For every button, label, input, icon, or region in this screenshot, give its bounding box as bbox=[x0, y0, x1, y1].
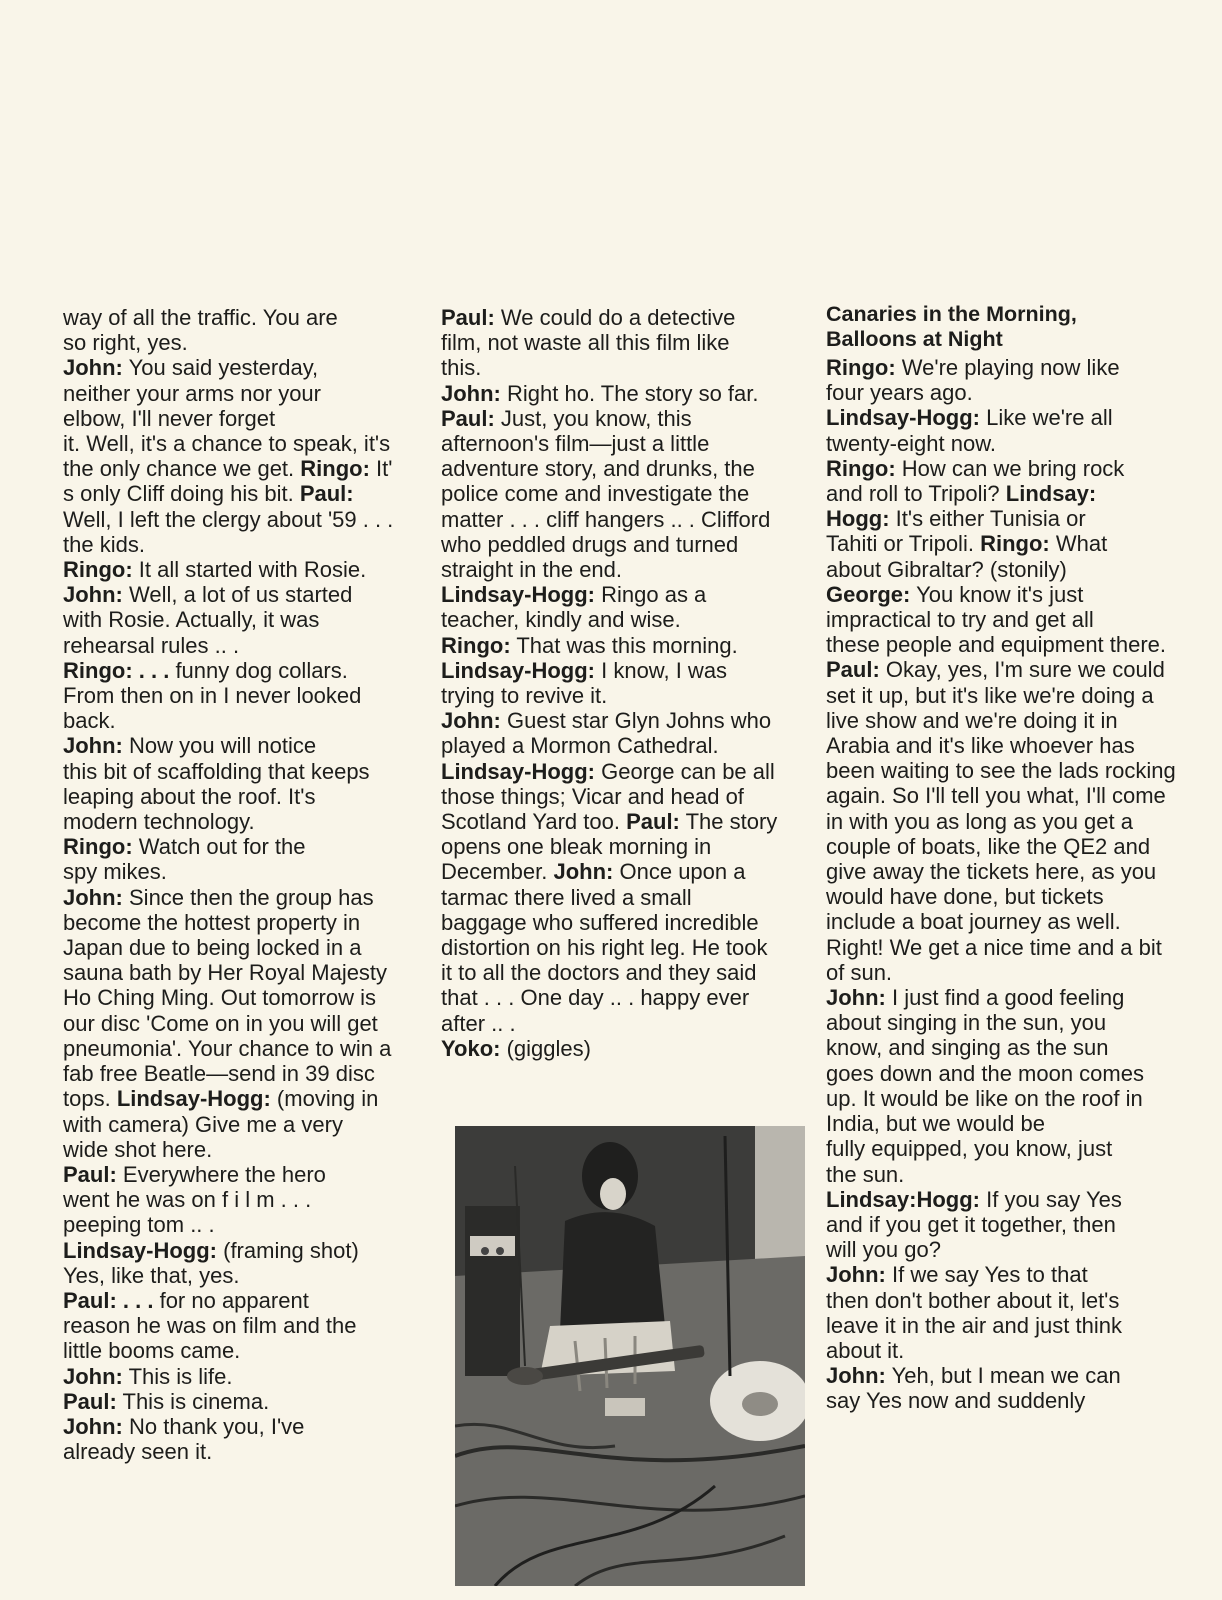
column-3-line bbox=[826, 935, 1216, 960]
dialogue-text: fab free Beatle—send in 39 disc bbox=[63, 1061, 375, 1087]
column-1-line bbox=[63, 733, 423, 758]
column-1-line bbox=[63, 658, 423, 683]
dialogue-text: Watch out for the bbox=[132, 834, 306, 860]
dialogue-text: played a Mormon Cathedral. bbox=[441, 733, 719, 759]
dialogue-text: distortion on his right leg. He took bbox=[441, 935, 768, 961]
dialogue-text: set it up, but it's like we're doing a bbox=[826, 682, 1154, 708]
column-1-line bbox=[63, 1263, 423, 1288]
column-2-line bbox=[441, 960, 811, 985]
dialogue-text: wide shot here. bbox=[63, 1136, 213, 1162]
dialogue-text: Okay, yes, I'm sure we could bbox=[879, 657, 1165, 683]
dialogue-text: It all started with Rosie. bbox=[132, 557, 367, 583]
dialogue-text: become the hottest property in bbox=[63, 909, 361, 935]
dialogue-text: will you go? bbox=[826, 1237, 941, 1263]
dialogue-text: matter . . . cliff hangers .. . Clifford bbox=[441, 506, 771, 532]
dialogue-text: so right, yes. bbox=[63, 330, 188, 356]
dialogue-text: reason he was on film and the bbox=[63, 1313, 357, 1339]
column-2-line bbox=[441, 809, 811, 834]
dialogue-text: tarmac there lived a small bbox=[441, 884, 692, 910]
dialogue-text: neither your arms nor your bbox=[63, 380, 321, 406]
dialogue-text: goes down and the moon comes bbox=[826, 1060, 1144, 1086]
speaker-name: Ringo: bbox=[300, 456, 370, 482]
column-3-line bbox=[826, 733, 1216, 758]
column-1-line bbox=[63, 1061, 423, 1086]
column-1-line bbox=[63, 305, 423, 330]
column-1-line bbox=[63, 935, 423, 960]
dialogue-text: say Yes now and suddenly bbox=[826, 1388, 1086, 1414]
dialogue-text: sauna bath by Her Royal Majesty bbox=[63, 960, 388, 986]
column-3-line bbox=[826, 1262, 1216, 1287]
dialogue-text: Tahiti or Tripoli. bbox=[826, 531, 981, 557]
dialogue-text: trying to revive it. bbox=[441, 683, 608, 709]
dialogue-text: This is life. bbox=[122, 1363, 233, 1389]
dialogue-text: We could do a detective bbox=[494, 305, 736, 330]
column-1-line bbox=[63, 960, 423, 985]
dialogue-text: that . . . One day .. . happy ever bbox=[441, 985, 750, 1011]
dialogue-text: four years ago. bbox=[826, 380, 973, 406]
dialogue-text: been waiting to see the lads rocking bbox=[826, 758, 1176, 784]
dialogue-text: police come and investigate the bbox=[441, 481, 750, 507]
column-2-line bbox=[441, 607, 811, 632]
column-2-line bbox=[441, 784, 811, 809]
dialogue-text: include a boat journey as well. bbox=[826, 909, 1121, 935]
column-3-line bbox=[826, 531, 1216, 556]
column-3-line bbox=[826, 909, 1216, 934]
dialogue-text: little booms came. bbox=[63, 1338, 241, 1364]
dialogue-text: Guest star Glyn Johns who bbox=[500, 708, 772, 734]
speaker-name: George: bbox=[826, 581, 911, 607]
speaker-name: John: bbox=[63, 1413, 123, 1439]
column-2-line bbox=[441, 456, 811, 481]
column-1-line bbox=[63, 708, 423, 733]
speaker-name: Hogg: bbox=[826, 506, 890, 532]
section-heading-line-1: Canaries in the Morning, bbox=[826, 302, 1077, 326]
speaker-name: Paul: bbox=[826, 657, 880, 683]
dialogue-text: If we say Yes to that bbox=[885, 1262, 1088, 1288]
column-1-line bbox=[63, 1414, 423, 1439]
column-1-line bbox=[63, 330, 423, 355]
dialogue-text: Since then the group has bbox=[122, 884, 374, 910]
dialogue-text: (framing shot) bbox=[217, 1237, 359, 1263]
dialogue-text: the only chance we get. bbox=[63, 456, 301, 482]
column-3-line bbox=[826, 1086, 1216, 1111]
dialogue-text: George can be all bbox=[595, 758, 775, 784]
column-1-line bbox=[63, 456, 423, 481]
dialogue-text: elbow, I'll never forget bbox=[63, 405, 276, 431]
column-2-line bbox=[441, 1036, 811, 1061]
column-1-line bbox=[63, 557, 423, 582]
column-3-line bbox=[826, 380, 1216, 405]
speaker-name: Lindsay:Hogg: bbox=[826, 1186, 980, 1212]
dialogue-text: afternoon's film—just a little bbox=[441, 431, 710, 457]
column-1-line bbox=[63, 406, 423, 431]
dialogue-text: funny dog collars. bbox=[169, 657, 348, 683]
column-2-line bbox=[441, 330, 811, 355]
speaker-name: John: bbox=[441, 380, 501, 406]
dialogue-text: spy mikes. bbox=[63, 859, 167, 885]
dialogue-text: Yeh, but I mean we can bbox=[885, 1363, 1121, 1389]
dialogue-text: and roll to Tripoli? bbox=[826, 481, 1006, 507]
dialogue-text: about Gibraltar? (stonily) bbox=[826, 556, 1067, 582]
column-2-line bbox=[441, 885, 811, 910]
column-2-line bbox=[441, 381, 811, 406]
column-3-line bbox=[826, 582, 1216, 607]
dialogue-text: impractical to try and get all bbox=[826, 607, 1094, 633]
dialogue-text: Once upon a bbox=[613, 859, 746, 885]
dialogue-text: this bit of scaffolding that keeps bbox=[63, 758, 370, 784]
dialogue-text: who peddled drugs and turned bbox=[441, 531, 739, 557]
column-3-line bbox=[826, 758, 1216, 783]
column-2-line bbox=[441, 935, 811, 960]
speaker-name: John: bbox=[826, 985, 886, 1011]
column-2-line bbox=[441, 708, 811, 733]
column-3-line bbox=[826, 884, 1216, 909]
dialogue-text: India, but we would be bbox=[826, 1111, 1045, 1137]
dialogue-text: it to all the doctors and they said bbox=[441, 960, 757, 986]
dialogue-text: You know it's just bbox=[910, 581, 1084, 607]
dialogue-text: and if you get it together, then bbox=[826, 1211, 1116, 1237]
dialogue-text: live show and we're doing it in bbox=[826, 707, 1118, 733]
dialogue-text: way of all the traffic. You are bbox=[63, 305, 338, 330]
dialogue-text: From then on in I never looked bbox=[63, 683, 362, 709]
speaker-name: Paul: bbox=[299, 481, 354, 507]
dialogue-text: twenty-eight now. bbox=[826, 430, 996, 456]
speaker-name: Paul: bbox=[626, 809, 680, 835]
column-3-line bbox=[826, 1212, 1216, 1237]
dialogue-text: Yes, like that, yes. bbox=[63, 1262, 240, 1288]
column-3-line bbox=[826, 708, 1216, 733]
column-1-line bbox=[63, 910, 423, 935]
dialogue-text: fully equipped, you know, just bbox=[826, 1136, 1113, 1162]
dialogue-text: in with you as long as you get a bbox=[826, 808, 1133, 834]
photo-musician-seated-with-guitar bbox=[455, 1126, 805, 1586]
dialogue-text: No thank you, I've bbox=[122, 1413, 305, 1439]
speaker-name: Lindsay-Hogg: bbox=[826, 405, 980, 431]
column-1-line bbox=[63, 859, 423, 884]
column-2-line bbox=[441, 507, 811, 532]
column-1-line bbox=[63, 1364, 423, 1389]
dialogue-text: couple of boats, like the QE2 and bbox=[826, 833, 1151, 859]
dialogue-text: It' bbox=[369, 456, 393, 482]
column-1-line bbox=[63, 1086, 423, 1111]
dialogue-text: straight in the end. bbox=[441, 557, 623, 583]
column-1-line bbox=[63, 355, 423, 380]
column-1-line bbox=[63, 532, 423, 557]
column-3-line bbox=[826, 632, 1216, 657]
speaker-name: Paul: . . . bbox=[63, 1287, 154, 1313]
column-3-line bbox=[826, 1187, 1216, 1212]
column-3-line bbox=[826, 783, 1216, 808]
column-3-line bbox=[826, 1136, 1216, 1161]
speaker-name: John: bbox=[826, 1363, 886, 1389]
speaker-name: Lindsay: bbox=[1005, 481, 1097, 507]
dialogue-text: the sun. bbox=[826, 1161, 905, 1187]
dialogue-text: opens one bleak morning in bbox=[441, 834, 712, 860]
column-2-line bbox=[441, 532, 811, 557]
column-3-line bbox=[826, 456, 1216, 481]
column-3-line bbox=[826, 355, 1216, 380]
dialogue-text: this. bbox=[441, 355, 482, 381]
dialogue-text: You said yesterday, bbox=[122, 355, 319, 381]
column-1-line bbox=[63, 784, 423, 809]
section-heading-line-2: Balloons at Night bbox=[826, 327, 1003, 351]
dialogue-text: (giggles) bbox=[500, 1035, 591, 1061]
dialogue-text: up. It would be like on the roof in bbox=[826, 1085, 1143, 1111]
dialogue-text: I just find a good feeling bbox=[885, 985, 1125, 1011]
dialogue-text: How can we bring rock bbox=[895, 455, 1125, 481]
column-3-line bbox=[826, 431, 1216, 456]
speaker-name: Ringo: . . . bbox=[63, 657, 170, 683]
column-2-line bbox=[441, 355, 811, 380]
dialogue-text: for no apparent bbox=[153, 1287, 309, 1313]
column-3-line bbox=[826, 834, 1216, 859]
dialogue-text: Well, I left the clergy about '59 . . . bbox=[63, 506, 394, 532]
dialogue-text: it. Well, it's a chance to speak, it's bbox=[63, 431, 391, 457]
column-1-line bbox=[63, 809, 423, 834]
column-1-line bbox=[63, 381, 423, 406]
dialogue-text: That was this morning. bbox=[510, 632, 738, 658]
dialogue-text: Now you will notice bbox=[122, 733, 317, 759]
column-3-line bbox=[826, 859, 1216, 884]
dialogue-text: It's either Tunisia or bbox=[889, 506, 1086, 532]
column-1-line bbox=[63, 1036, 423, 1061]
column-1-line bbox=[63, 1313, 423, 1338]
dialogue-text: of sun. bbox=[826, 959, 893, 985]
dialogue-text: the kids. bbox=[63, 531, 145, 557]
speaker-name: Ringo: bbox=[63, 557, 133, 583]
column-1-line bbox=[63, 607, 423, 632]
column-1-line bbox=[63, 985, 423, 1010]
dialogue-text: know, and singing as the sun bbox=[826, 1035, 1109, 1061]
speaker-name: John: bbox=[63, 582, 123, 608]
speaker-name: Paul: bbox=[441, 405, 495, 431]
column-1-line bbox=[63, 1137, 423, 1162]
column-3-line bbox=[826, 506, 1216, 531]
column-1-line bbox=[63, 507, 423, 532]
column-1-line bbox=[63, 582, 423, 607]
column-1-line bbox=[63, 1238, 423, 1263]
dialogue-text: our disc 'Come on in you will get bbox=[63, 1010, 378, 1036]
dialogue-text: adventure story, and drunks, the bbox=[441, 456, 755, 482]
speaker-name: John: bbox=[826, 1262, 886, 1288]
dialogue-text: This is cinema. bbox=[116, 1388, 270, 1414]
speaker-name: Paul: bbox=[63, 1161, 117, 1187]
dialogue-text: about it. bbox=[826, 1337, 905, 1363]
column-3-line bbox=[826, 657, 1216, 682]
dialogue-text: after .. . bbox=[441, 1010, 516, 1036]
dialogue-text: with camera) Give me a very bbox=[63, 1111, 343, 1137]
column-1-line bbox=[63, 1288, 423, 1313]
dialogue-text: film, not waste all this film like bbox=[441, 330, 730, 356]
dialogue-text: these people and equipment there. bbox=[826, 632, 1167, 658]
dialogue-text: Everywhere the hero bbox=[116, 1161, 326, 1187]
column-3-line bbox=[826, 1363, 1216, 1388]
column-3-line bbox=[826, 1111, 1216, 1136]
column-3-line bbox=[826, 557, 1216, 582]
dialogue-text: s only Cliff doing his bit. bbox=[63, 481, 300, 507]
dialogue-text: give away the tickets here, as you bbox=[826, 859, 1157, 885]
column-2-line bbox=[441, 1011, 811, 1036]
column-3-line bbox=[826, 1035, 1216, 1060]
dialogue-text: then don't bother about it, let's bbox=[826, 1287, 1120, 1313]
column-1-line bbox=[63, 1162, 423, 1187]
speaker-name: Lindsay-Hogg: bbox=[441, 758, 595, 784]
speaker-name: Ringo: bbox=[441, 632, 511, 658]
speaker-name: Ringo: bbox=[63, 834, 133, 860]
speaker-name: Paul: bbox=[63, 1388, 117, 1414]
column-3-line bbox=[826, 607, 1216, 632]
column-1-line bbox=[63, 633, 423, 658]
column-2-line bbox=[441, 683, 811, 708]
column-1-line bbox=[63, 759, 423, 784]
speaker-name: Lindsay-Hogg: bbox=[63, 1237, 217, 1263]
speaker-name: Lindsay-Hogg: bbox=[441, 657, 595, 683]
dialogue-text: leave it in the air and just think bbox=[826, 1312, 1122, 1338]
dialogue-text: already seen it. bbox=[63, 1439, 213, 1465]
speaker-name: Ringo: bbox=[826, 455, 896, 481]
dialogue-text: would have done, but tickets bbox=[826, 884, 1104, 910]
speaker-name: John: bbox=[63, 1363, 123, 1389]
dialogue-text: December. bbox=[441, 859, 554, 885]
column-1-line bbox=[63, 1011, 423, 1036]
column-3-line bbox=[826, 985, 1216, 1010]
dialogue-text: peeping tom .. . bbox=[63, 1212, 215, 1238]
text-column-3 bbox=[826, 355, 1216, 1414]
dialogue-text: Ringo as a bbox=[595, 582, 707, 608]
dialogue-text: (moving in bbox=[270, 1086, 379, 1112]
column-2-line bbox=[441, 582, 811, 607]
text-column-1 bbox=[63, 305, 423, 1464]
dialogue-text: pneumonia'. Your chance to win a bbox=[63, 1035, 392, 1061]
dialogue-text: leaping about the roof. It's bbox=[63, 783, 316, 809]
column-3-line bbox=[826, 1388, 1216, 1413]
column-2-line bbox=[441, 557, 811, 582]
column-1-line bbox=[63, 683, 423, 708]
section-heading bbox=[826, 302, 1206, 352]
column-3-line bbox=[826, 1338, 1216, 1363]
column-3-line bbox=[826, 1061, 1216, 1086]
dialogue-text: Right! We get a nice time and a bit bbox=[826, 934, 1162, 960]
dialogue-text: again. So I'll tell you what, I'll come bbox=[826, 783, 1166, 809]
column-2-line bbox=[441, 759, 811, 784]
dialogue-text: with Rosie. Actually, it was bbox=[63, 607, 320, 633]
column-2-line bbox=[441, 431, 811, 456]
column-1-line bbox=[63, 885, 423, 910]
dialogue-text: tops. bbox=[63, 1086, 117, 1112]
column-3-line bbox=[826, 1162, 1216, 1187]
column-2-line bbox=[441, 733, 811, 758]
dialogue-text: rehearsal rules .. . bbox=[63, 632, 240, 658]
dialogue-text: Like we're all bbox=[980, 405, 1113, 431]
column-3-line bbox=[826, 1313, 1216, 1338]
column-1-line bbox=[63, 1389, 423, 1414]
dialogue-text: Scotland Yard too. bbox=[441, 809, 627, 835]
speaker-name: Paul: bbox=[441, 305, 495, 330]
column-1-line bbox=[63, 431, 423, 456]
dialogue-text: those things; Vicar and head of bbox=[441, 783, 744, 809]
column-3-line bbox=[826, 1288, 1216, 1313]
speaker-name: Ringo: bbox=[826, 355, 896, 380]
column-1-line bbox=[63, 1112, 423, 1137]
dialogue-text: Arabia and it's like whoever has bbox=[826, 733, 1135, 759]
column-2-line bbox=[441, 481, 811, 506]
dialogue-text: I know, I was bbox=[595, 657, 728, 683]
column-1-line bbox=[63, 1439, 423, 1464]
column-2-line bbox=[441, 985, 811, 1010]
column-2-line bbox=[441, 633, 811, 658]
dialogue-text: teacher, kindly and wise. bbox=[441, 607, 681, 633]
column-1-line bbox=[63, 834, 423, 859]
column-2-line bbox=[441, 834, 811, 859]
column-3-line bbox=[826, 1010, 1216, 1035]
column-3-line bbox=[826, 405, 1216, 430]
column-2-line bbox=[441, 305, 811, 330]
column-3-line bbox=[826, 809, 1216, 834]
speaker-name: John: bbox=[63, 733, 123, 759]
dialogue-text: modern technology. bbox=[63, 809, 255, 835]
text-column-2 bbox=[441, 305, 811, 1061]
dialogue-text: back. bbox=[63, 708, 116, 734]
dialogue-text: about singing in the sun, you bbox=[826, 1010, 1107, 1036]
speaker-name: Ringo: bbox=[980, 531, 1050, 557]
column-3-line bbox=[826, 960, 1216, 985]
column-3-line bbox=[826, 481, 1216, 506]
column-1-line bbox=[63, 481, 423, 506]
dialogue-text: We're playing now like bbox=[895, 355, 1120, 380]
column-3-line bbox=[826, 1237, 1216, 1262]
speaker-name: John: bbox=[63, 884, 123, 910]
speaker-name: Lindsay-Hogg: bbox=[441, 582, 595, 608]
dialogue-text: Ho Ching Ming. Out tomorrow is bbox=[63, 985, 376, 1011]
column-2-line bbox=[441, 910, 811, 935]
speaker-name: John: bbox=[63, 355, 123, 381]
column-2-line bbox=[441, 859, 811, 884]
column-1-line bbox=[63, 1212, 423, 1237]
speaker-name: Lindsay-Hogg: bbox=[116, 1086, 271, 1112]
dialogue-text: Just, you know, this bbox=[494, 405, 692, 431]
column-1-line bbox=[63, 1187, 423, 1212]
dialogue-text: The story bbox=[679, 809, 778, 835]
column-1-line bbox=[63, 1338, 423, 1363]
dialogue-text: If you say Yes bbox=[980, 1186, 1122, 1212]
dialogue-text: Right ho. The story so far. bbox=[500, 380, 759, 406]
speaker-name: Yoko: bbox=[441, 1035, 501, 1061]
dialogue-text: went he was on f i l m . . . bbox=[63, 1187, 312, 1213]
column-2-line bbox=[441, 406, 811, 431]
dialogue-text: Well, a lot of us started bbox=[122, 582, 353, 608]
dialogue-text: baggage who suffered incredible bbox=[441, 909, 759, 935]
column-3-line bbox=[826, 683, 1216, 708]
dialogue-text: What bbox=[1049, 531, 1108, 557]
dialogue-text: Japan due to being locked in a bbox=[63, 935, 362, 961]
speaker-name: John: bbox=[441, 708, 501, 734]
speaker-name: John: bbox=[553, 859, 614, 885]
column-2-line bbox=[441, 658, 811, 683]
